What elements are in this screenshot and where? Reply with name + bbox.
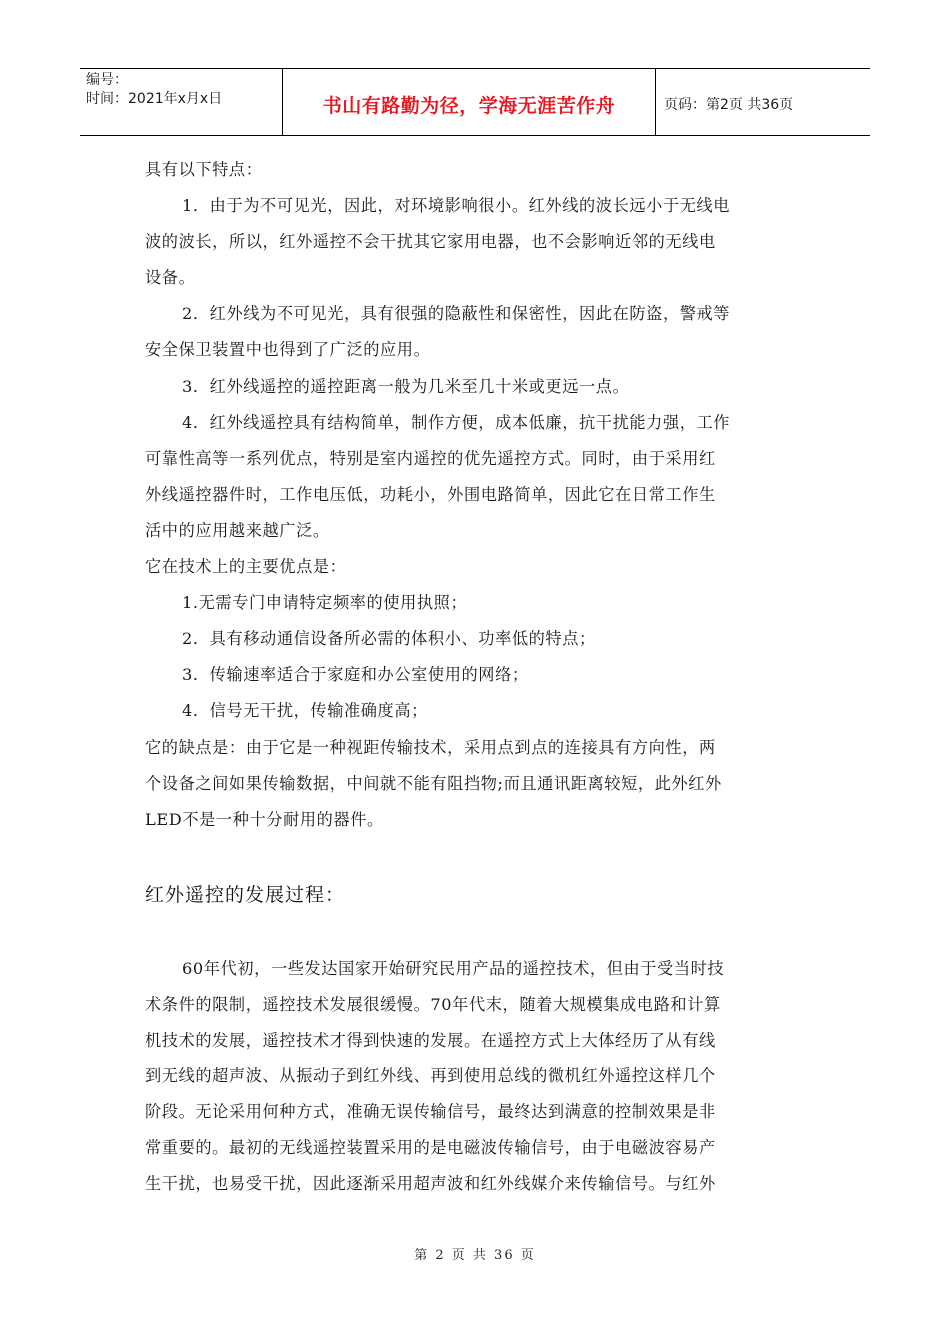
paragraph-line: 安全保卫装置中也得到了广泛的应用。 — [145, 340, 431, 360]
section-heading: 红外遥控的发展过程： — [145, 884, 346, 906]
header-meta — [80, 69, 282, 135]
paragraph-line: 60年代初，一些发达国家开始研究民用产品的遥控技术，但由于受当时技 — [182, 959, 725, 978]
paragraph-line: 术条件的限制，遥控技术发展很缓慢。70年代末，随着大规模集成电路和计算 — [145, 994, 721, 1014]
header-page-info: 页码：第2页 共36页 — [664, 97, 794, 113]
paragraph-line: 个设备之间如果传输数据，中间就不能有阻挡物;而且通讯距离较短，此外红外 — [145, 773, 722, 793]
paragraph-line: 4．信号无干扰，传输准确度高； — [182, 701, 428, 721]
paragraph-line: 到无线的超声波、从振动子到红外线、再到使用总线的微机红外遥控这样几个 — [145, 1066, 716, 1086]
paragraph-line: 生干扰，也易受干扰，因此逐渐采用超声波和红外线媒介来传输信号。与红外 — [145, 1173, 716, 1193]
paragraph-line: LED不是一种十分耐用的器件。 — [145, 809, 384, 829]
header-motto: 书山有路勤为径，学海无涯苦作舟 — [282, 69, 656, 135]
paragraph-line: 外线遥控器件时，工作电压低，功耗小，外围电路简单，因此它在日常工作生 — [145, 484, 716, 504]
paragraph-line: 2．具有移动通信设备所必需的体积小、功率低的特点； — [182, 629, 596, 649]
paragraph-line: 波的波长，所以，红外遥控不会干扰其它家用电器，也不会影响近邻的无线电 — [145, 232, 716, 252]
paragraph-line: 它的缺点是：由于它是一种视距传输技术，采用点到点的连接具有方向性，两 — [145, 737, 716, 757]
body-text — [145, 152, 815, 838]
page-footer: 第 2 页 共 36 页 — [414, 1248, 536, 1263]
paragraph-line: 4．红外线遥控具有结构简单，制作方便，成本低廉，抗干扰能力强，工作 — [182, 412, 731, 432]
paragraph-line: 2．红外线为不可见光，具有很强的隐蔽性和保密性，因此在防盗，警戒等 — [182, 304, 731, 324]
paragraph-line: 设备。 — [145, 268, 196, 288]
paragraph-line: 它在技术上的主要优点是： — [145, 557, 347, 577]
page-header — [80, 68, 870, 136]
paragraph-line: 3．红外线遥控的遥控距离一般为几米至几十米或更远一点。 — [182, 376, 630, 396]
document-number-label: 编号： — [86, 72, 128, 88]
paragraph-line: 机技术的发展，遥控技术才得到快速的发展。在遥控方式上大体经历了从有线 — [145, 1030, 716, 1050]
paragraph-line: 具有以下特点： — [145, 160, 263, 179]
document-date-label: 时间：2021年x月x日 — [86, 91, 223, 107]
section-body-text — [145, 951, 815, 1202]
paragraph-line: 3．传输速率适合于家庭和办公室使用的网络； — [182, 665, 529, 685]
paragraph-line: 1．由于为不可见光，因此，对环境影响很小。红外线的波长远小于无线电 — [182, 196, 731, 216]
paragraph-line: 阶段。无论采用何种方式，准确无误传输信号，最终达到满意的控制效果是非 — [145, 1102, 716, 1122]
paragraph-line: 活中的应用越来越广泛。 — [145, 520, 330, 540]
paragraph-line: 1.无需专门申请特定频率的使用执照； — [182, 593, 468, 613]
paragraph-line: 可靠性高等一系列优点，特别是室内遥控的优先遥控方式。同时，由于采用红 — [145, 448, 716, 468]
paragraph-line: 常重要的。最初的无线遥控装置采用的是电磁波传输信号，由于电磁波容易产 — [145, 1137, 716, 1157]
